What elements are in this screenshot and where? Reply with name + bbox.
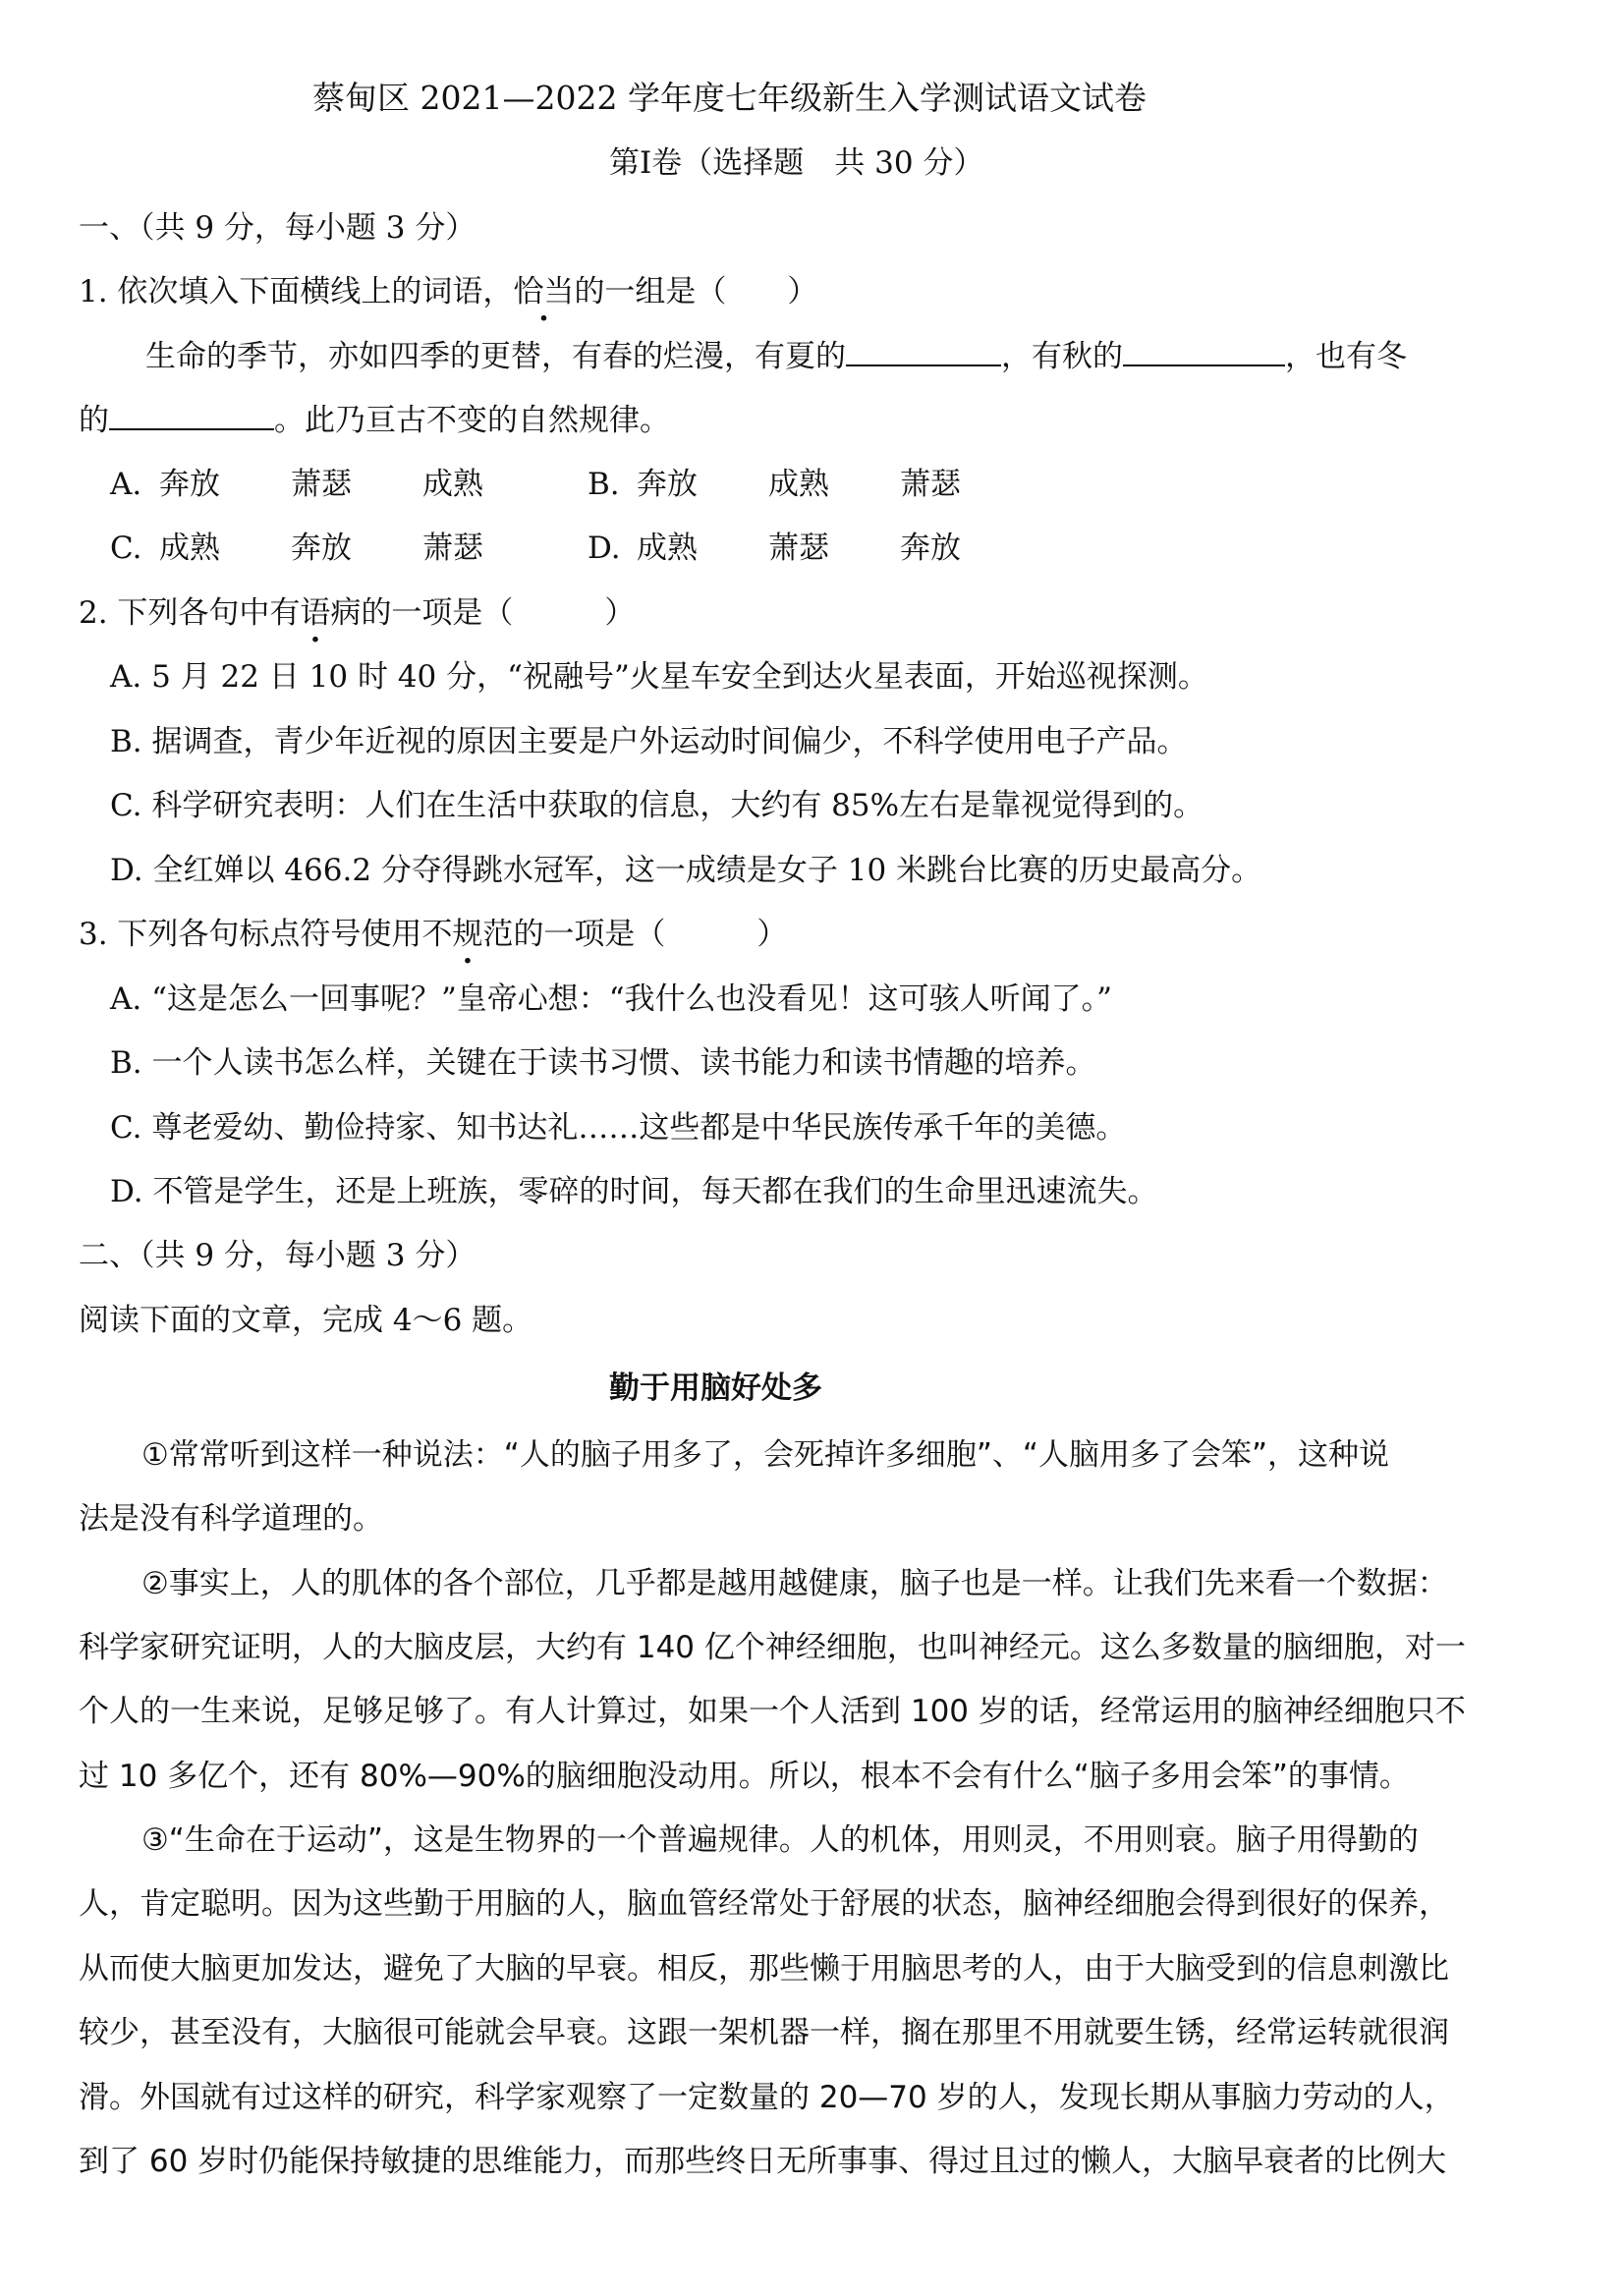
q2-stem-after: 的一项是（ ） — [361, 595, 636, 631]
option-label: D. — [588, 531, 621, 566]
article-line: 科学家研究证明，人的大脑皮层，大约有 140 亿个神经细胞，也叫神经元。这么多数量的脑细胞，对一 — [79, 1630, 1466, 1665]
q1-option-d — [588, 529, 961, 568]
volume-heading: 第Ⅰ卷（选择题 共 30 分） — [609, 145, 984, 181]
option-word: 奔放 — [637, 467, 698, 502]
article-line: 较少，甚至没有，大脑很可能就会早衰。这跟一架机器一样，搁在那里不用就要生锈，经常运转就很润 — [79, 2015, 1449, 2050]
q3-option-d: D. 不管是学生，还是上班族，零碎的时间，每天都在我们的生命里迅速流失。 — [110, 1174, 1158, 1209]
article-line: ③“生命在于运动”，这是生物界的一个普遍规律。人的机体，用则灵，不用则衰。脑子用得勤的 — [141, 1822, 1419, 1858]
option-word: 成熟 — [422, 467, 483, 502]
q3-option-a: A. “这是怎么一回事呢？”皇帝心想：“我什么也没看见！这可骇人听闻了。” — [110, 981, 1112, 1017]
article-line: 滑。外国就有过这样的研究，科学家观察了一定数量的 20—70 岁的人，发现长期从事脑力劳动的人， — [79, 2080, 1455, 2115]
article-line: 人，肯定聪明。因为这些勤于用脑的人，脑血管经常处于舒展的状态，脑神经细胞会得到很好的保养， — [79, 1886, 1449, 1922]
question-2-stem — [79, 593, 635, 633]
q3-option-c: C. 尊老爱幼、勤俭持家、知书达礼……这些都是中华民族传承千年的美德。 — [110, 1110, 1127, 1146]
q2-option-c: C. 科学研究表明：人们在生活中获取的信息，大约有 85%左右是靠视觉得到的。 — [110, 788, 1204, 823]
q2-stem-emphasis: 有语病 — [269, 595, 362, 631]
q1-passage-text: ，有秋的 — [1001, 339, 1123, 374]
article-title: 勤于用脑好处多 — [609, 1371, 822, 1406]
q1-option-b — [588, 465, 961, 504]
option-label: B. — [588, 467, 620, 502]
option-word: 萧瑟 — [768, 531, 829, 566]
q1-passage-text: 的 — [79, 403, 109, 438]
q1-option-c — [110, 529, 483, 568]
question-1-stem — [79, 272, 817, 311]
option-word: 奔放 — [159, 467, 220, 502]
reading-instruction: 阅读下面的文章，完成 4～6 题。 — [79, 1303, 533, 1338]
article-line: 个人的一生来说，足够足够了。有人计算过，如果一个人活到 100 岁的话，经常运用的脑神经细胞只不 — [79, 1694, 1466, 1729]
option-word: 奔放 — [900, 531, 961, 566]
q1-passage-line-2 — [79, 401, 670, 440]
article-line: 到了 60 岁时仍能保持敏捷的思维能力，而那些终日无所事事、得过且过的懒人，大脑早衰者的比例大 — [79, 2144, 1447, 2179]
q1-passage-text: ，也有冬 — [1285, 339, 1407, 374]
option-word: 成熟 — [159, 531, 220, 566]
q3-stem-after: 的一项是（ ） — [513, 917, 788, 952]
fill-blank-3 — [109, 401, 274, 430]
option-word: 成熟 — [768, 467, 829, 502]
q1-passage-text: 生命的季节，亦如四季的更替，有春的烂漫，有夏的 — [145, 339, 846, 374]
article-line: ②事实上，人的肌体的各个部位，几乎都是越用越健康，脑子也是一样。让我们先来看一个数据： — [141, 1566, 1448, 1601]
fill-blank-2 — [1123, 337, 1285, 366]
q3-option-b: B. 一个人读书怎么样，关键在于读书习惯、读书能力和读书情趣的培养。 — [110, 1045, 1096, 1081]
article-line: ①常常听到这样一种说法：“人的脑子用多了，会死掉许多细胞”、“人脑用多了会笨”，这种说 — [141, 1437, 1390, 1473]
article-line: 过 10 多亿个，还有 80%—90%的脑细胞没动用。所以，根本不会有什么“脑子多用会笨”的事情。 — [79, 1759, 1410, 1794]
option-word: 萧瑟 — [422, 531, 483, 566]
option-label: C. — [110, 531, 142, 566]
section-1-heading: 一、（共 9 分，每小题 3 分） — [79, 210, 476, 246]
article-line: 从而使大脑更加发达，避免了大脑的早衰。相反，那些懒于用脑思考的人，由于大脑受到的信息刺激比 — [79, 1951, 1449, 1987]
q1-passage-line-1 — [145, 337, 1407, 376]
option-word: 成熟 — [637, 531, 698, 566]
q3-stem-emphasis: 不规范 — [421, 917, 514, 952]
option-word: 萧瑟 — [291, 467, 352, 502]
q1-stem-emphasis: 恰当 — [513, 274, 575, 309]
q1-option-a — [110, 465, 483, 504]
question-3-stem — [79, 915, 787, 954]
exam-title: 蔡甸区 2021—2022 学年度七年级新生入学测试语文试卷 — [312, 79, 1147, 117]
q2-option-b: B. 据调查，青少年近视的原因主要是户外运动时间偏少，不科学使用电子产品。 — [110, 724, 1188, 759]
option-label: A. — [110, 467, 142, 502]
q2-option-d: D. 全红婵以 466.2 分夺得跳水冠军，这一成绩是女子 10 米跳台比赛的历史最高分。 — [110, 853, 1262, 888]
option-word: 萧瑟 — [900, 467, 961, 502]
q1-stem-before: 1. 依次填入下面横线上的词语， — [79, 274, 514, 309]
section-2-heading: 二、（共 9 分，每小题 3 分） — [79, 1238, 476, 1273]
q1-passage-text: 。此乃亘古不变的自然规律。 — [274, 403, 670, 438]
q1-stem-after: 的一组是（ ） — [574, 274, 818, 309]
fill-blank-1 — [846, 337, 1001, 366]
q3-stem-before: 3. 下列各句标点符号使用 — [79, 917, 422, 952]
option-word: 奔放 — [291, 531, 352, 566]
q2-option-a: A. 5 月 22 日 10 时 40 分，“祝融号”火星车安全到达火星表面，开始巡视探测。 — [110, 659, 1208, 695]
article-line: 法是没有科学道理的。 — [79, 1501, 383, 1537]
q2-stem-before: 2. 下列各句中 — [79, 595, 270, 631]
